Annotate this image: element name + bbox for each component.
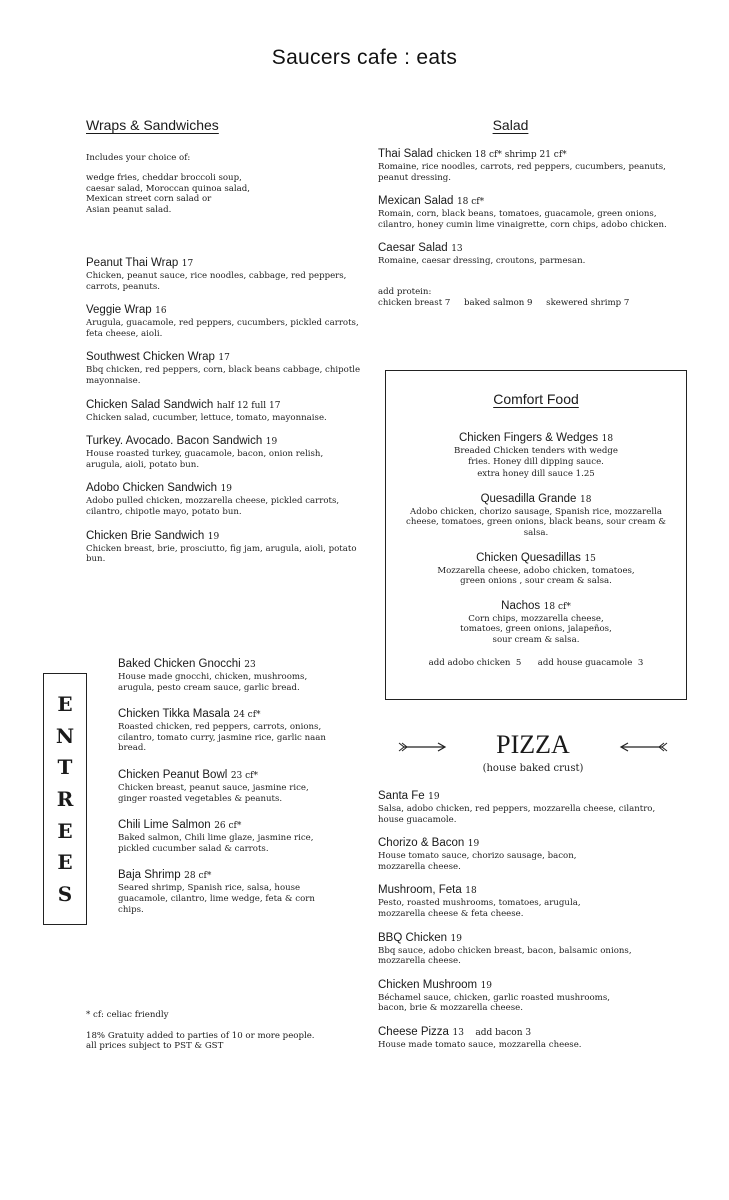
item-name: Peanut Thai Wrap (86, 256, 179, 269)
entrees-letter: E (57, 850, 73, 875)
item-desc: Roasted chicken, red peppers, carrots, onions, cilantro, tomato curry, jasmine rice, garlic naan bread. (118, 722, 326, 754)
item-desc: Chicken salad, cucumber, lettuce, tomato, mayonnaise. (86, 412, 327, 423)
item-desc: Bbq chicken, red peppers, corn, black beans cabbage, chipotle mayonnaise. (86, 365, 361, 386)
menu-item (386, 599, 686, 646)
wraps-choice-list (86, 173, 361, 216)
comfort-addons: add adobo chicken 5 add house guacamole 3 (428, 657, 644, 668)
item-price: 18 cf* (543, 601, 571, 612)
pizza-subheading: (house baked crust) (482, 763, 584, 774)
wraps-heading: Wraps & Sandwiches (86, 117, 219, 133)
menu-item (118, 707, 333, 754)
menu-item (118, 657, 333, 693)
item-price: chicken 18 cf* shrimp 21 cf* (436, 150, 567, 160)
menu-item (378, 147, 678, 183)
item-name: Chorizo & Bacon (378, 837, 465, 850)
item-desc: House made tomato sauce, mozzarella cheese. (378, 1039, 582, 1050)
item-desc: Seared shrimp, Spanish rice, salsa, house guacamole, cilantro, lime wedge, feta & corn chips. (118, 883, 315, 915)
menu-item (386, 492, 686, 539)
menu-item (118, 818, 333, 854)
menu-item (118, 768, 333, 804)
item-desc: Pesto, roasted mushrooms, tomatoes, arugula, mozzarella cheese & feta cheese. (378, 898, 581, 919)
item-price: 19 (265, 437, 278, 448)
item-desc: Corn chips, mozzarella cheese, tomatoes, green onions, jalapeños, sour cream & salsa. (460, 613, 612, 645)
item-desc: Romaine, rice noodles, carrots, red peppers, cucumbers, peanuts, peanut dressing. (378, 162, 666, 183)
item-price: 23 (244, 660, 256, 670)
item-price: 18 (579, 494, 592, 505)
item-price: 19 (220, 484, 233, 495)
item-name: Chicken Brie Sandwich (86, 529, 205, 542)
item-name: Chicken Fingers & Wedges (458, 432, 599, 444)
item-name: Turkey. Avocado. Bacon Sandwich (86, 435, 263, 448)
menu-item (378, 1025, 678, 1051)
entrees-letter: N (55, 723, 75, 748)
item-price: 17 (218, 353, 230, 364)
menu-item (378, 978, 678, 1014)
item-price: 18 cf* (456, 197, 485, 208)
item-name: Mexican Salad (378, 195, 454, 208)
item-name: Baja Shrimp (118, 869, 181, 882)
wraps-choice-intro: Includes your choice of: (86, 153, 191, 163)
item-price: 13 (451, 244, 463, 255)
item-price: half 12 full 17 (216, 400, 281, 411)
menu-item (386, 551, 686, 587)
celiac-note: * cf: celiac friendly (86, 1010, 169, 1020)
item-price: 28 cf* (184, 871, 212, 882)
menu-item (378, 883, 678, 919)
comfort-heading: Comfort Food (493, 391, 579, 407)
item-name: Chicken Salad Sandwich (86, 398, 214, 411)
page-title: Saucers cafe : eats (271, 46, 458, 69)
menu-item (86, 481, 361, 517)
gratuity-note: 18% Gratuity added to parties of 10 or more people. (86, 1030, 315, 1041)
arrow-left-icon (618, 741, 668, 753)
entrees-label-box (43, 673, 87, 925)
item-desc: Adobo chicken, chorizo sausage, Spanish rice, mozzarella cheese, tomatoes, green onions, black beans, sour cream & salsa. (406, 506, 666, 538)
item-name: Chicken Mushroom (378, 978, 478, 991)
item-desc: Adobo pulled chicken, mozzarella cheese, pickled carrots, cilantro, chipotle mayo, potato bun. (86, 496, 340, 517)
entrees-letter: S (57, 882, 73, 907)
item-desc: Breaded Chicken tenders with wedge fries. Honey dill dipping sauce. (454, 446, 618, 467)
entrees-letter: R (56, 786, 74, 811)
item-name: Thai Salad (378, 148, 433, 160)
item-desc: Baked salmon, Chili lime glaze, jasmine rice, pickled cucumber salad & carrots. (118, 833, 314, 854)
menu-item (86, 434, 361, 470)
item-name: Adobo Chicken Sandwich (86, 482, 218, 495)
menu-item (86, 303, 361, 339)
choice-line: Asian peanut salad. (86, 205, 172, 216)
item-price: 13 add bacon 3 (452, 1027, 532, 1038)
item-name: Baked Chicken Gnocchi (118, 658, 241, 670)
choice-line: wedge fries, cheddar broccoli soup, (86, 172, 242, 183)
entrees-letter: T (57, 755, 73, 780)
menu-item (386, 431, 686, 480)
pizza-heading: PIZZA (496, 730, 570, 759)
menu-item (86, 529, 361, 565)
menu-item (86, 256, 361, 292)
item-desc: House tomato sauce, chorizo sausage, bacon, mozzarella cheese. (378, 851, 577, 872)
comfort-food-box (385, 370, 687, 700)
entrees-letter: E (57, 818, 73, 843)
item-price: 19 (207, 531, 220, 542)
item-desc: Chicken breast, peanut sauce, jasmine rice, ginger roasted vegetables & peanuts. (118, 782, 309, 804)
item-desc: Chicken, peanut sauce, rice noodles, cabbage, red peppers, carrots, peanuts. (86, 270, 347, 292)
item-name: Quesadilla Grande (480, 492, 577, 505)
item-name: Mushroom, Feta (378, 884, 462, 897)
tax-note: all prices subject to PST & GST (86, 1041, 224, 1052)
item-price: 18 (465, 886, 477, 897)
item-desc: Romaine, caesar dressing, croutons, parmesan. (378, 256, 586, 267)
item-price: 19 (467, 839, 480, 850)
item-name: Veggie Wrap (86, 304, 152, 317)
item-price: 23 cf* (230, 770, 258, 781)
item-price: 24 cf* (233, 710, 261, 721)
menu-item (378, 194, 678, 230)
entrees-section (118, 657, 333, 926)
item-desc: Romain, corn, black beans, tomatoes, guacamole, green onions, cilantro, honey cumin lime vinaigrette, corn chips, adobo chicken. (378, 209, 667, 230)
item-name: Southwest Chicken Wrap (86, 351, 215, 364)
item-price: 19 (480, 980, 493, 991)
item-desc: House made gnocchi, chicken, mushrooms, arugula, pesto cream sauce, garlic bread. (118, 672, 308, 693)
protein-label: add protein: (378, 286, 432, 297)
item-price: 18 (601, 434, 614, 444)
item-desc: Béchamel sauce, chicken, garlic roasted mushrooms, bacon, brie & mozzarella cheese. (378, 992, 610, 1014)
item-desc: Mozzarella cheese, adobo chicken, tomatoes, green onions , sour cream & salsa. (437, 565, 635, 587)
item-desc: Salsa, adobo chicken, red peppers, mozzarella cheese, cilantro, house guacamole. (378, 804, 656, 825)
salad-section (378, 117, 678, 308)
entrees-letter: E (57, 691, 73, 716)
item-desc: Chicken breast, brie, prosciutto, fig jam, arugula, aioli, potato bun. (86, 543, 357, 565)
item-extra: extra honey dill sauce 1.25 (477, 469, 595, 480)
menu-item (86, 398, 361, 424)
protein-options: chicken breast 7 baked salmon 9 skewered shrimp 7 (378, 297, 630, 308)
menu-item (378, 836, 678, 872)
menu-item (86, 350, 361, 386)
wraps-section (86, 117, 361, 576)
item-desc: Arugula, guacamole, red peppers, cucumbers, pickled carrots, feta cheese, aioli. (86, 318, 359, 339)
footer-notes (86, 1010, 356, 1052)
item-name: Chicken Quesadillas (476, 551, 581, 564)
item-name: Chili Lime Salmon (118, 819, 211, 832)
item-price: 19 (428, 792, 440, 802)
menu-item (378, 931, 678, 967)
item-price: 15 (584, 553, 596, 564)
choice-line: caesar salad, Moroccan quinoa salad, (86, 183, 251, 194)
salad-heading: Salad (492, 117, 529, 133)
item-desc: House roasted turkey, guacamole, bacon, onion relish, arugula, aioli, potato bun. (86, 449, 324, 470)
item-price: 19 (450, 933, 462, 944)
item-price: 26 cf* (214, 821, 242, 832)
item-desc: Bbq sauce, adobo chicken breast, bacon, balsamic onions, mozzarella cheese. (378, 945, 632, 967)
menu-item (118, 868, 333, 915)
item-name: Nachos (501, 599, 541, 612)
item-name: Cheese Pizza (378, 1025, 449, 1038)
menu-item (378, 789, 678, 825)
item-name: Caesar Salad (378, 242, 448, 255)
item-name: Chicken Tikka Masala (118, 708, 230, 721)
item-name: Chicken Peanut Bowl (118, 768, 228, 781)
item-price: 17 (181, 258, 194, 269)
pizza-section (378, 789, 678, 1062)
menu-item (378, 241, 678, 267)
item-price: 16 (155, 306, 167, 317)
item-name: Santa Fe (378, 790, 425, 802)
item-name: BBQ Chicken (378, 931, 448, 944)
choice-line: Mexican street corn salad or (86, 194, 212, 205)
